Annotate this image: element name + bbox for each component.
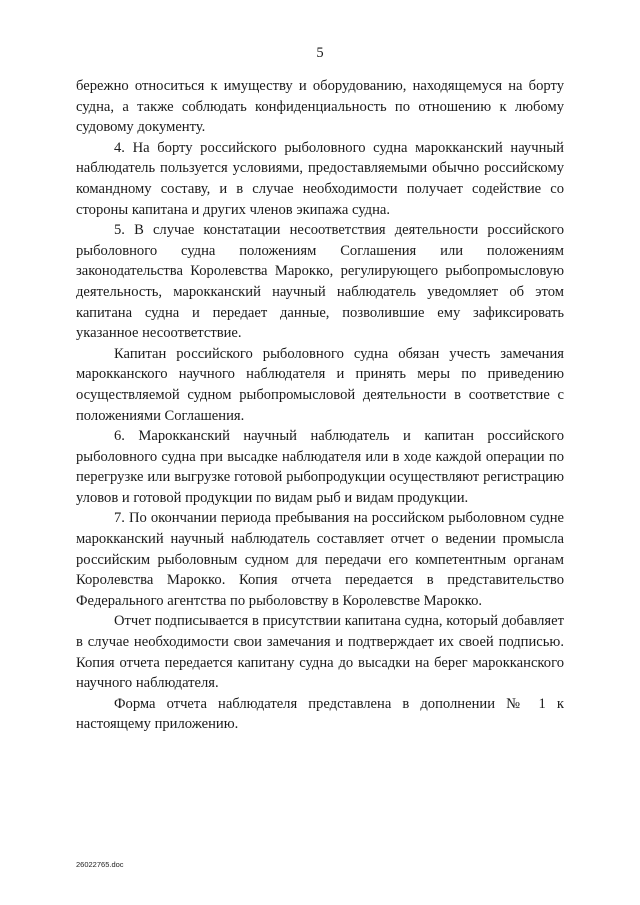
paragraph-continued-obligations: бережно относиться к имуществу и оборудованию, находящемуся на борту судна, а также соблюдать конфиденциальность по отношению к любому судовому документу. xyxy=(76,78,564,136)
paragraph-item-6: 6. Марокканский научный наблюдатель и капитан российского рыболовного судна при высадке наблюдателя или в ходе каждой операции по перегрузке или выгрузке готовой рыбопродукции осуществляют регистрацию уловов и готовой продукции по видам рыб и видам продукции. xyxy=(76,428,564,506)
paragraph-report-signing: Отчет подписывается в присутствии капитана судна, который добавляет в случае необходимости свои замечания и подтверждает их своей подписью. Копия отчета передается капитану судна до высадки на берег марокканского научного наблюдателя. xyxy=(76,613,564,692)
paragraph-report-form: Форма отчета наблюдателя представлена в дополнении № 1 к настоящему приложению. xyxy=(76,695,564,733)
footer-filename: 26022765.doc xyxy=(76,860,124,869)
paragraph-item-5: 5. В случае констатации несоответствия деятельности российского рыболовного судна положениям Соглашения или положениям законодательства Королевства Марокко, регулирующего рыбопромысловую деятельность, марокканский научный наблюдатель уведомляет об этом капитана судна и передает данные, позволившие ему зафиксировать указанное несоответствие. xyxy=(76,222,564,342)
paragraph-item-7: 7. По окончании периода пребывания на российском рыболовном судне марокканский научный наблюдатель составляет отчет о ведении промысла российским рыболовным судном для передачи его компетентным органам Королевства Марокко. Копия отчета передается в представительство Федерального агентства по рыболовству в Королевстве Марокко. xyxy=(76,510,564,609)
document-body xyxy=(76,76,564,735)
paragraph-captain-obligation: Капитан российского рыболовного судна обязан учесть замечания марокканского научного наблюдателя и принять меры по приведению осуществляемой судном рыбопромысловой деятельности в соответствие с положениями Соглашения. xyxy=(76,345,564,424)
paragraph-item-4: 4. На борту российского рыболовного судна марокканский научный наблюдатель пользуется условиями, предоставляемыми обычно российскому командному составу, и в случае необходимости получает содействие со стороны капитана и других членов экипажа судна. xyxy=(76,139,564,218)
page-number: 5 xyxy=(316,45,324,61)
